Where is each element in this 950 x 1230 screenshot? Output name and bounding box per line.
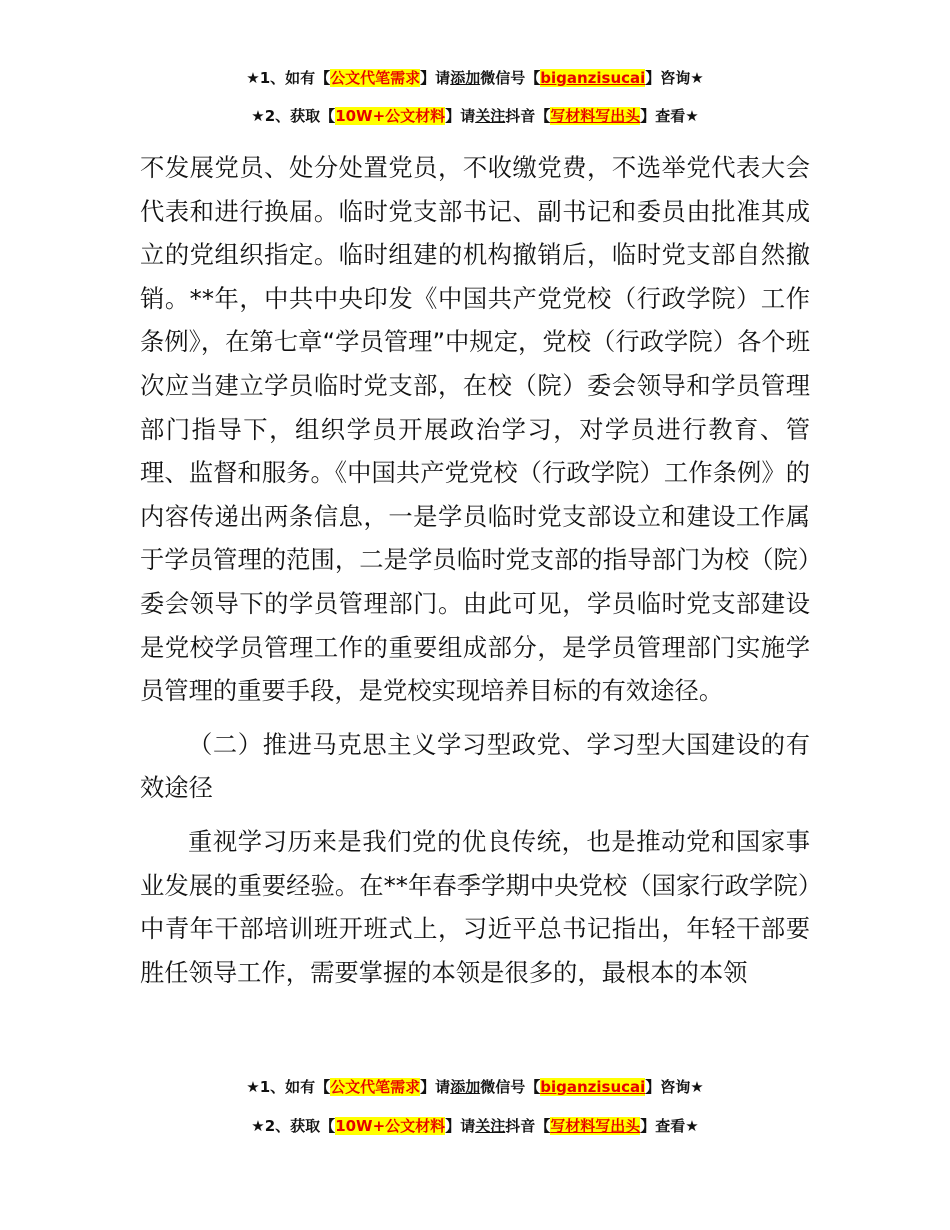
- body-paragraph-1: 不发展党员、处分处置党员，不收缴党费，不选举党代表大会代表和进行换届。临时党支部书记、副书记和委员由批准其成立的党组织指定。临时组建的机构撤销后，临时党支部自然撤销。**年，中共中央印发《中国共产党党校（行政学院）工作条例》，在第七章“学员管理”中规定，党校（行政学院）各个班次应当建立学员临时党支部，在校（院）委会领导和学员管理部门指导下，组织学员开展政治学习，对学员进行教育、管理、监督和服务。《中国共产党党校（行政学院）工作条例》的内容传递出两条信息，一是学员临时党支部设立和建设工作属于学员管理的范围，二是学员临时党支部的指导部门为校（院）委会领导下的学员管理部门。由此可见，学员临时党支部建设是党校学员管理工作的重要组成部分，是学员管理部门实施学员管理的重要手段，是党校实现培养目标的有效途径。: [140, 153, 810, 706]
- banner-text: ★2、获取: [251, 1117, 321, 1135]
- banner-text: ★1、如有: [246, 1078, 316, 1096]
- banner-text: 】咨询★: [645, 1078, 704, 1096]
- document-body: [140, 146, 810, 994]
- banner-bracket: 【: [315, 69, 331, 87]
- banner-text: 微信号: [480, 69, 526, 87]
- promo-banner-top-2: [0, 106, 950, 126]
- underlined-follow: 关注: [475, 1117, 506, 1135]
- banner-text: 】咨询★: [645, 69, 704, 87]
- banner-text: 】查看★: [640, 107, 699, 125]
- promo-banner-bottom-1: [0, 1077, 950, 1097]
- banner-bracket: 【: [315, 1078, 331, 1096]
- promo-banner-top-1: [0, 68, 950, 88]
- douyin-account: 写材料写出头: [550, 107, 641, 125]
- banner-text: 抖音: [505, 107, 536, 125]
- banner-text: 抖音: [505, 1117, 536, 1135]
- banner-text: 】请: [420, 69, 451, 87]
- section-heading-2: （二）推进马克思主义学习型政党、学习型大国建设的有效途径: [140, 729, 810, 803]
- banner-bracket: 【: [320, 1117, 336, 1135]
- highlight-materials: 10W+公文材料: [335, 107, 446, 125]
- highlight-service: 公文代笔需求: [330, 69, 421, 87]
- banner-bracket: 【: [525, 69, 541, 87]
- promo-banner-bottom-2: [0, 1116, 950, 1136]
- underlined-add: 添加: [450, 1078, 481, 1096]
- wechat-id: biganzisucai: [540, 1078, 646, 1096]
- banner-text: ★1、如有: [246, 69, 316, 87]
- highlight-materials: 10W+公文材料: [335, 1117, 446, 1135]
- banner-text: ★2、获取: [251, 107, 321, 125]
- douyin-account: 写材料写出头: [550, 1117, 641, 1135]
- banner-bracket: 【: [535, 107, 551, 125]
- body-paragraph-2: 重视学习历来是我们党的优良传统，也是推动党和国家事业发展的重要经验。在**年春季学期中央党校（国家行政学院）中青年干部培训班开班式上，习近平总书记指出，年轻干部要胜任领导工作，需要掌握的本领是很多的，最根本的本领: [140, 826, 810, 987]
- banner-text: 微信号: [480, 1078, 526, 1096]
- highlight-service: 公文代笔需求: [330, 1078, 421, 1096]
- wechat-id: biganzisucai: [540, 69, 646, 87]
- underlined-add: 添加: [450, 69, 481, 87]
- banner-text: 】请: [420, 1078, 451, 1096]
- underlined-follow: 关注: [475, 107, 506, 125]
- banner-bracket: 【: [320, 107, 336, 125]
- banner-text: 】查看★: [640, 1117, 699, 1135]
- banner-text: 】请: [445, 1117, 476, 1135]
- banner-text: 】请: [445, 107, 476, 125]
- banner-bracket: 【: [525, 1078, 541, 1096]
- banner-bracket: 【: [535, 1117, 551, 1135]
